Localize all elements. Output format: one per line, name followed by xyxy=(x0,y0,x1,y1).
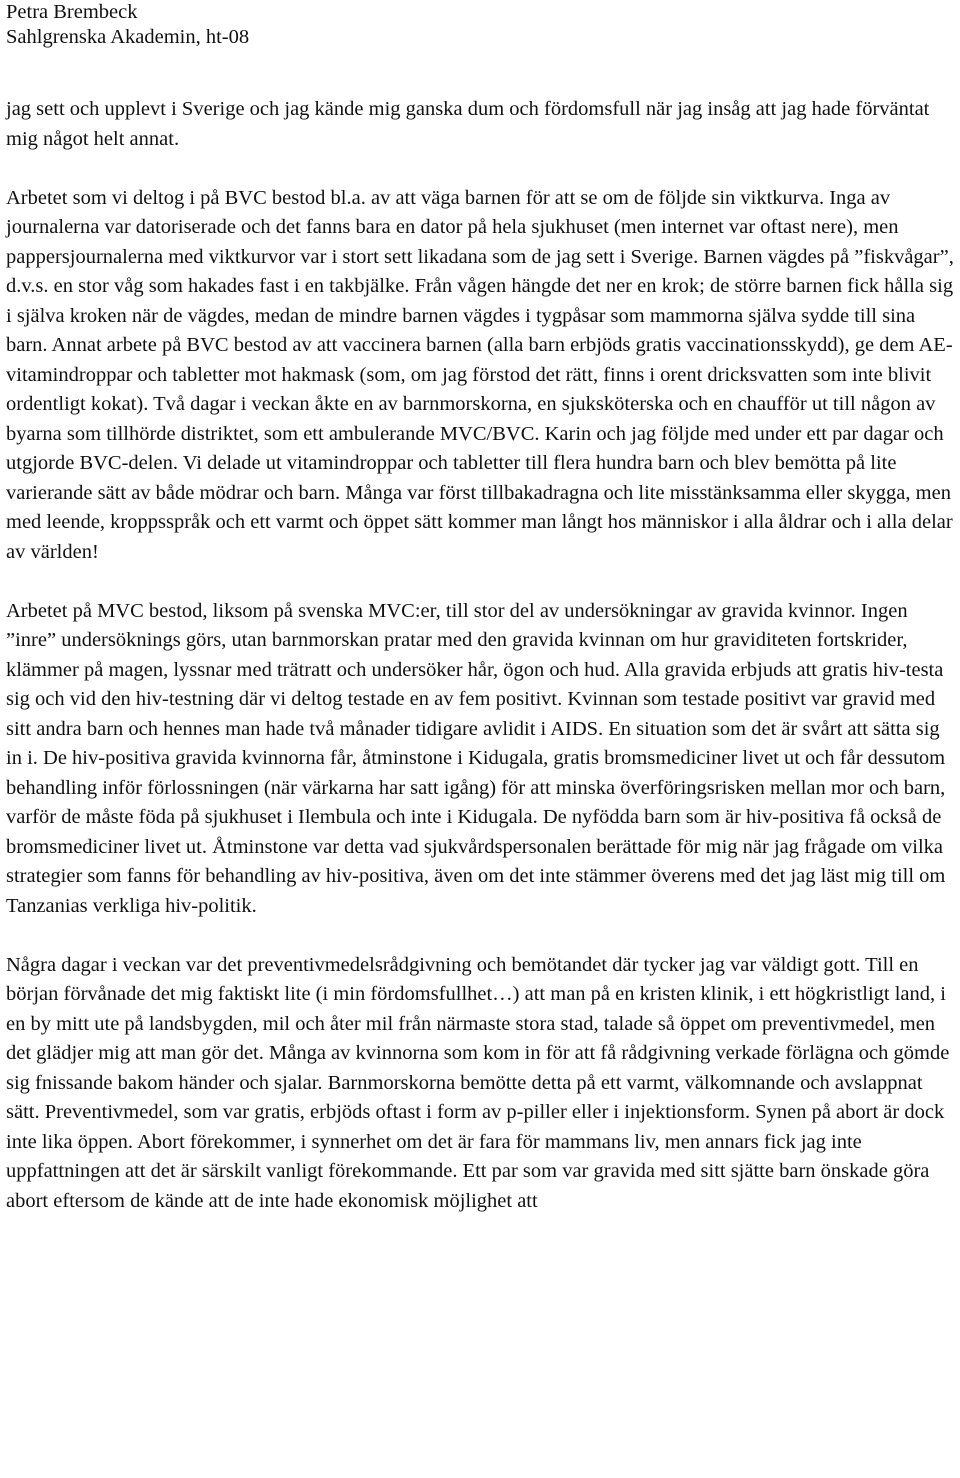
document-page xyxy=(6,0,954,1216)
paragraph-intro: jag sett och upplevt i Sverige och jag kände mig ganska dum och fördomsfull när jag insåg att jag hade förväntat mig något helt annat. xyxy=(6,98,930,150)
paragraph-spacer xyxy=(6,921,954,951)
document-header xyxy=(6,0,954,50)
paragraph-contraception: Några dagar i veckan var det preventivmedelsrådgivning och bemötandet där tycker jag var väldigt gott. Till en början förvånade det mig faktiskt lite (i min fördomsfullhet…) att man på en kristen klinik, i ett högkristligt land, i en by mitt ute på landsbygden, mil och åter mil från närmaste stora stad, talade så öppet om preventivmedel, men det glädjer mig att man gör det. Många av kvinnorna som kom in för att få rådgivning verkade förlägna och gömde sig fnissande bakom händer och sjalar. Barnmorskorna bemötte detta på ett varmt, välkomnande och avslappnat sätt. Preventivmedel, som var gratis, erbjöds oftast i form av p-piller eller i injektionsform. Synen på abort är dock inte lika öppen. Abort förekommer, i synnerhet om det är fara för mammans liv, men annars fick jag inte uppfattningen att det är särskilt vanligt förekommande. Ett par som var gravida med sitt sjätte barn önskade göra abort eftersom de kände att de inte hade ekonomisk möjlighet att xyxy=(6,953,950,1212)
paragraph-mvc: Arbetet på MVC bestod, liksom på svenska MVC:er, till stor del av undersökningar av gravida kvinnor. Ingen ”inre” undersöknings görs, utan barnmorskan pratar med den gravida kvinnan om hur graviditeten fortskrider, klämmer på magen, lyssnar med trätratt och undersöker hår, ögon och hud. Alla gravida erbjuds att gratis hiv-testa sig och vid den hiv-testning där vi deltog testade en av fem positivt. Kvinnan som testade positivt var gravid med sitt andra barn och hennes man hade två månader tidigare avlidit i AIDS. En situation som det är svårt att sätta sig in i. De hiv-positiva gravida kvinnorna får, åtminstone i Kidugala, gratis bromsmediciner livet ut och får dessutom behandling inför förlossningen (när värkarna har satt igång) för att minska överföringsrisken mellan mor och barn, varför de måste föda på sjukhuset i Ilembula och inte i Kidugala. De nyfödda barn som är hiv-positiva få också de bromsmediciner livet ut. Åtminstone var detta vad sjukvårdspersonalen berättade för mig när jag frågade om vilka strategier som fanns för behandling av hiv-positiva, även om det inte stämmer överens med det jag läst mig till om Tanzanias verkliga hiv-politik. xyxy=(6,599,946,917)
paragraph-spacer xyxy=(6,154,954,184)
document-body xyxy=(6,95,954,1216)
institution-line: Sahlgrenska Akademin, ht-08 xyxy=(6,26,250,48)
author-name: Petra Brembeck xyxy=(6,1,138,23)
paragraph-spacer xyxy=(6,567,954,597)
paragraph-bvc: Arbetet som vi deltog i på BVC bestod bl.a. av att väga barnen för att se om de följde sin viktkurva. Inga av journalerna var datoriserade och det fanns bara en dator på hela sjukhuset (men internet var oftast nere), men pappersjournalerna med viktkurvor var i stort sett likadana som de jag sett i Sverige. Barnen vägdes på ”fiskvågar”, d.v.s. en stor våg som hakades fast i en takbjälke. Från vågen hängde det ner en krok; de större barnen fick hålla sig i själva kroken när de vägdes, medan de mindre barnen vägdes i tygpåsar som mammorna själva sydde till sina barn. Annat arbete på BVC bestod av att vaccinera barnen (alla barn erbjöds gratis vaccinationsskydd), ge dem AE-vitamindroppar och tabletter mot hakmask (som, om jag förstod det rätt, finns i orent dricksvatten som inte blivit ordentligt kokat). Två dagar i veckan åkte en av barnmorskorna, en sjuksköterska och en chaufför ut till någon av byarna som tillhörde distriktet, som ett ambulerande MVC/BVC. Karin och jag följde med under ett par dagar och utgjorde BVC-delen. Vi delade ut vitamindroppar och tabletter till flera hundra barn och blev bemötta på lite varierande sätt av både mödrar och barn. Många var först tillbakadragna och lite misstänksamma eller skygga, men med leende, kroppsspråk och ett varmt och öppet sätt kommer man långt hos människor i alla åldrar och i alla delar av världen! xyxy=(6,186,954,563)
